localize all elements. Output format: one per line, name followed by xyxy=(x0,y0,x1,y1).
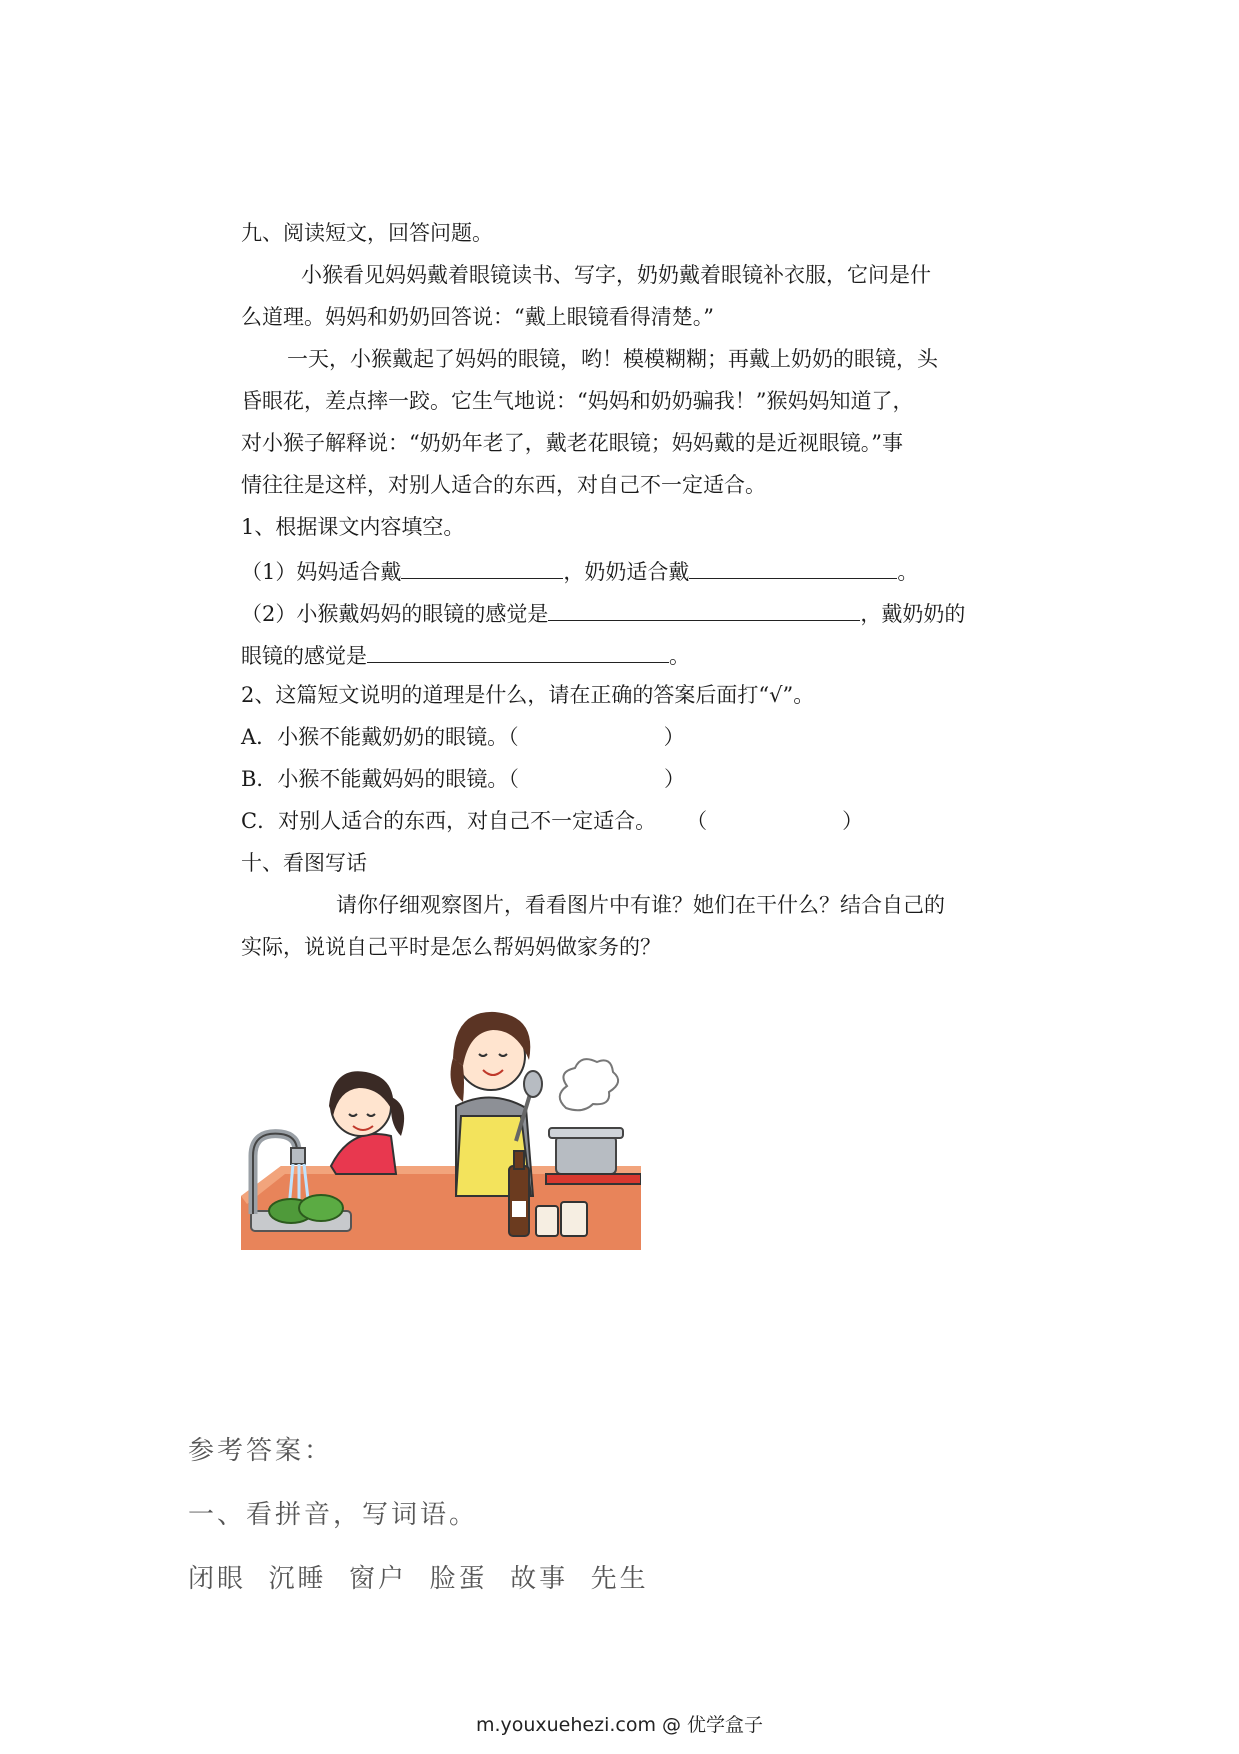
q1-2-text-c: 眼镜的感觉是 xyxy=(241,644,367,668)
q1-1-text-a: （1）妈妈适合戴 xyxy=(241,560,402,584)
footer-watermark: m.youxuehezi.com @ 优学盒子 xyxy=(475,1714,764,1736)
kitchen-illustration xyxy=(241,996,641,1250)
question2-title: 2、这篇短文说明的道理是什么，请在正确的答案后面打“√”。 xyxy=(241,683,815,707)
option-a xyxy=(241,716,1001,758)
paren-close: ） xyxy=(842,809,864,833)
passage-line: 一天，小猴戴起了妈妈的眼镜，哟！模模糊糊；再戴上奶奶的眼镜，头 xyxy=(287,347,938,371)
answer-section1-title: 一、看拼音，写词语。 xyxy=(188,1500,479,1530)
passage-line: 昏眼花，差点摔一跤。它生气地说：“妈妈和奶奶骗我！”猴妈妈知道了， xyxy=(241,389,914,413)
passage-line: 么道理。妈妈和奶奶回答说：“戴上眼镜看得清楚。” xyxy=(241,305,714,329)
answer-blank[interactable] xyxy=(367,632,669,663)
answer-blank[interactable] xyxy=(548,590,860,621)
section9-title: 九、阅读短文，回答问题。 xyxy=(241,221,493,245)
picture-prompt-line: 实际，说说自己平时是怎么帮妈妈做家务的？ xyxy=(241,935,661,959)
answer-key-heading: 参考答案： xyxy=(188,1436,334,1466)
option-b xyxy=(241,758,1001,800)
answer-blank[interactable] xyxy=(401,548,563,579)
q1-2-text-a: （2）小猴戴妈妈的眼镜的感觉是 xyxy=(241,602,549,626)
section10-title: 十、看图写话 xyxy=(241,851,367,875)
question1-title: 1、根据课文内容填空。 xyxy=(241,515,465,539)
question1-1 xyxy=(241,548,1001,593)
passage-line: 对小猴子解释说：“奶奶年老了，戴老花眼镜；妈妈戴的是近视眼镜。”事 xyxy=(241,431,903,455)
paren-close: ） xyxy=(663,767,685,791)
paren-open: （ xyxy=(686,809,708,833)
passage-line: 小猴看见妈妈戴着眼镜读书、写字，奶奶戴着眼镜补衣服，它问是什 xyxy=(301,263,931,287)
q1-2-text-b: ，戴奶奶的 xyxy=(860,602,966,626)
q1-2-text-d: 。 xyxy=(669,644,690,668)
q1-1-text-b: ，奶奶适合戴 xyxy=(563,560,690,584)
option-a-text: A．小猴不能戴奶奶的眼镜。（ xyxy=(241,725,519,749)
question1-2-cont xyxy=(241,632,1001,677)
answer-blank[interactable] xyxy=(689,548,897,579)
picture-prompt-line: 请你仔细观察图片，看看图片中有谁？她们在干什么？结合自己的 xyxy=(336,893,945,917)
option-c xyxy=(241,800,1001,842)
passage-line: 情往往是这样，对别人适合的东西，对自己不一定适合。 xyxy=(241,473,766,497)
option-b-text: B．小猴不能戴妈妈的眼镜。（ xyxy=(241,767,519,791)
q1-1-text-c: 。 xyxy=(897,560,919,584)
question1-2 xyxy=(241,590,1001,635)
option-c-text: C．对别人适合的东西，对自己不一定适合。 xyxy=(241,809,657,833)
answer-section1-words: 闭眼 沉睡 窗户 脸蛋 故事 先生 xyxy=(188,1564,649,1594)
paren-close: ） xyxy=(663,725,685,749)
